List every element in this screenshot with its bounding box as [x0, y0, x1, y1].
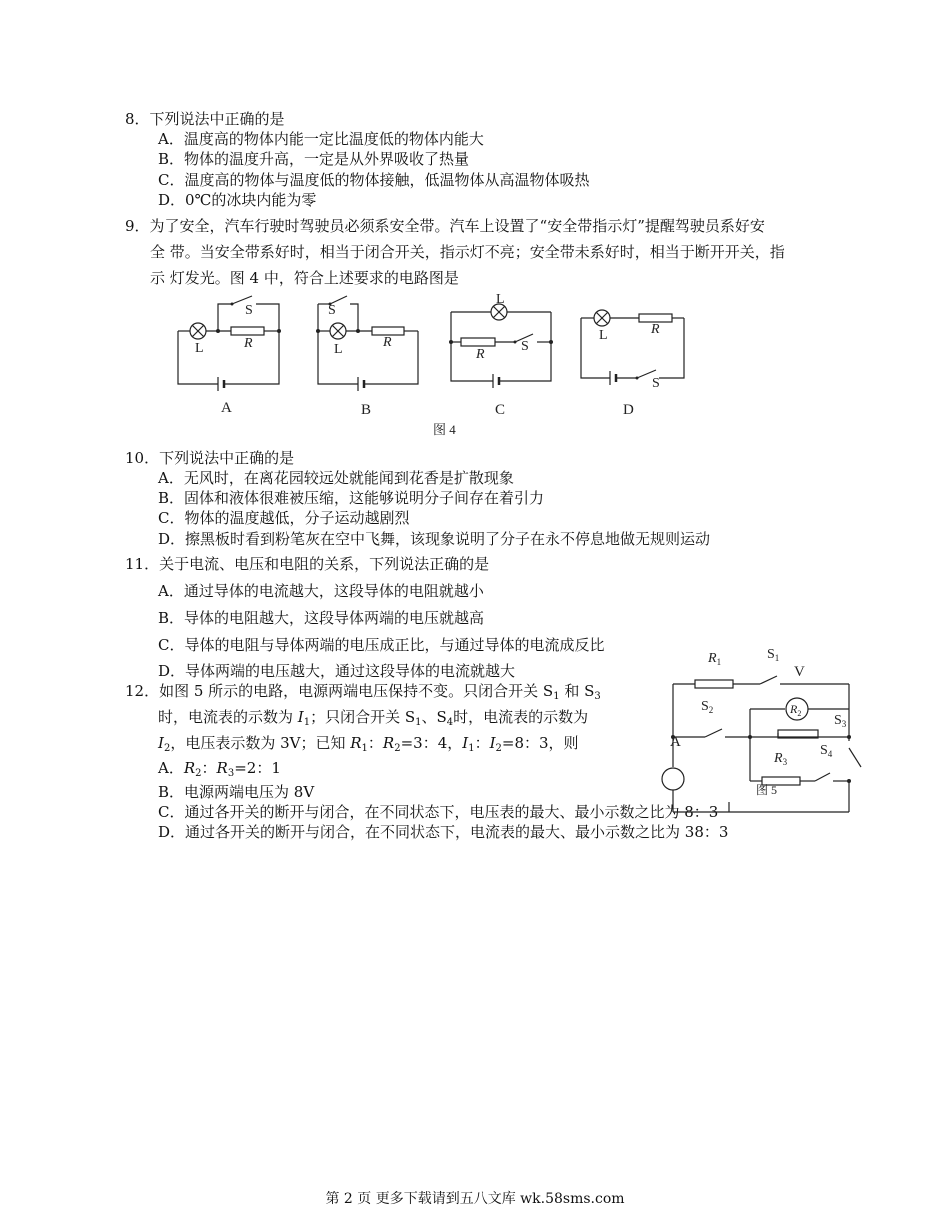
q10-option-b: B．固体和液体很难被压缩，这能够说明分子间存在着引力 — [158, 489, 545, 507]
q12-option-a: A．$R_2$：$R_3=2$：1 — [158, 759, 281, 779]
label-s-d: S — [652, 376, 660, 391]
label-a: A — [670, 734, 681, 750]
label-r2: $R_2$ — [790, 702, 802, 718]
label-s2: $S_2$ — [701, 699, 714, 715]
resistor-icon — [639, 314, 672, 322]
resistor-icon — [231, 327, 264, 335]
label-s-b: S — [328, 303, 336, 318]
q8-option-d: D．0℃的冰块内能为零 — [158, 191, 317, 209]
circuit-a — [178, 296, 279, 391]
q8-option-a: A．温度高的物体内能一定比温度低的物体内能大 — [158, 130, 484, 148]
q10-stem: 10．下列说法中正确的是 — [125, 449, 295, 467]
q11-option-a: A．通过导体的电流越大，这段导体的电阻就越小 — [158, 582, 484, 600]
q12-line-2: 时，电流表的示数为 $I_1$；只闭合开关 $S_1$、$S_4$时，电流表的示数为 — [158, 708, 589, 728]
q11-option-c: C．导体的电阻与导体两端的电压成正比，与通过导体的电流成反比 — [158, 636, 605, 654]
label-r-c: R — [476, 347, 485, 362]
label-s3: $S_3$ — [834, 713, 847, 729]
q9-line-2: 全 带。当安全带系好时，相当于闭合开关，指示灯不亮；安全带未系好时，相当于断开开关，指 — [150, 243, 785, 261]
q8-option-c: C．温度高的物体与温度低的物体接触，低温物体从高温物体吸热 — [158, 171, 590, 189]
q12-line-3: $I_2$，电压表示数为 3V；已知 $R_1$：$R_2=3$：4，$I_1$：$I_2=8$：3，则 — [158, 734, 579, 754]
choice-d: D — [623, 402, 634, 418]
q10-option-d: D．擦黑板时看到粉笔灰在空中飞舞，该现象说明了分子在永不停息地做无规则运动 — [158, 530, 711, 548]
q10-option-a: A．无风时，在离花园较远处就能闻到花香是扩散现象 — [158, 469, 514, 487]
q11-option-d: D．导体两端的电压越大，通过这段导体的电流就越大 — [158, 662, 516, 680]
q12-option-d: D．通过各开关的断开与闭合，在不同状态下，电流表的最大、最小示数之比为 38：3 — [158, 823, 729, 841]
switch-s4-icon — [815, 773, 830, 781]
label-r1: $R_1$ — [708, 651, 722, 667]
figure-5-caption: 图 5 — [756, 783, 778, 797]
label-r-a: R — [244, 336, 253, 351]
q10-option-c: C．物体的温度越低，分子运动越剧烈 — [158, 509, 410, 527]
label-l-d: L — [599, 328, 608, 343]
q12-line-1: 12．如图 5 所示的电路，电源两端电压保持不变。只闭合开关 $S_1$ 和 $S_3$ — [125, 682, 601, 702]
circuit-d — [581, 310, 684, 385]
choice-b: B — [361, 402, 372, 418]
label-r-b: R — [383, 335, 392, 350]
switch-s3-icon — [849, 748, 861, 767]
switch-s2-icon — [705, 729, 722, 737]
q11-stem: 11．关于电流、电压和电阻的关系，下列说法正确的是 — [125, 555, 490, 573]
resistor-r1-icon — [695, 680, 733, 688]
q12-option-b: B．电源两端电压为 8V — [158, 783, 315, 801]
resistor-icon — [372, 327, 404, 335]
label-s-c: S — [521, 339, 529, 354]
q11-option-b: B．导体的电阻越大，这段导体两端的电压就越高 — [158, 609, 485, 627]
q9-line-3: 示 灯发光。图 4 中，符合上述要求的电路图是 — [150, 269, 459, 287]
ammeter-icon — [662, 768, 684, 790]
label-r3: $R_3$ — [774, 751, 788, 767]
label-v: V — [794, 664, 805, 680]
page-footer: 第 2 页 更多下载请到五八文库 wk.58sms.com — [325, 1191, 625, 1207]
resistor-icon — [461, 338, 495, 346]
figure-5 — [640, 640, 880, 820]
q8-stem: 8．下列说法中正确的是 — [125, 110, 285, 128]
circuit-c — [451, 304, 551, 388]
figure-4 — [0, 0, 950, 440]
choice-a: A — [221, 400, 232, 416]
label-l-a: L — [195, 341, 204, 356]
figure-4-caption: 图 4 — [433, 422, 456, 437]
switch-s1-icon — [760, 676, 777, 684]
q8-option-b: B．物体的温度升高，一定是从外界吸收了热量 — [158, 150, 470, 168]
q9-line-1: 9．为了安全，汽车行驶时驾驶员必须系安全带。汽车上设置了“安全带指示灯”提醒驾驶员系好安 — [125, 217, 765, 235]
label-s4: $S_4$ — [820, 743, 833, 759]
label-l-c: L — [496, 292, 505, 307]
label-l-b: L — [334, 342, 343, 357]
label-s1: $S_1$ — [767, 647, 780, 663]
label-r-d: R — [651, 322, 660, 337]
label-s-a: S — [245, 303, 253, 318]
choice-c: C — [495, 402, 506, 418]
q12-option-c: C．通过各开关的断开与闭合，在不同状态下，电压表的最大、最小示数之比为 8：3 — [158, 803, 719, 821]
